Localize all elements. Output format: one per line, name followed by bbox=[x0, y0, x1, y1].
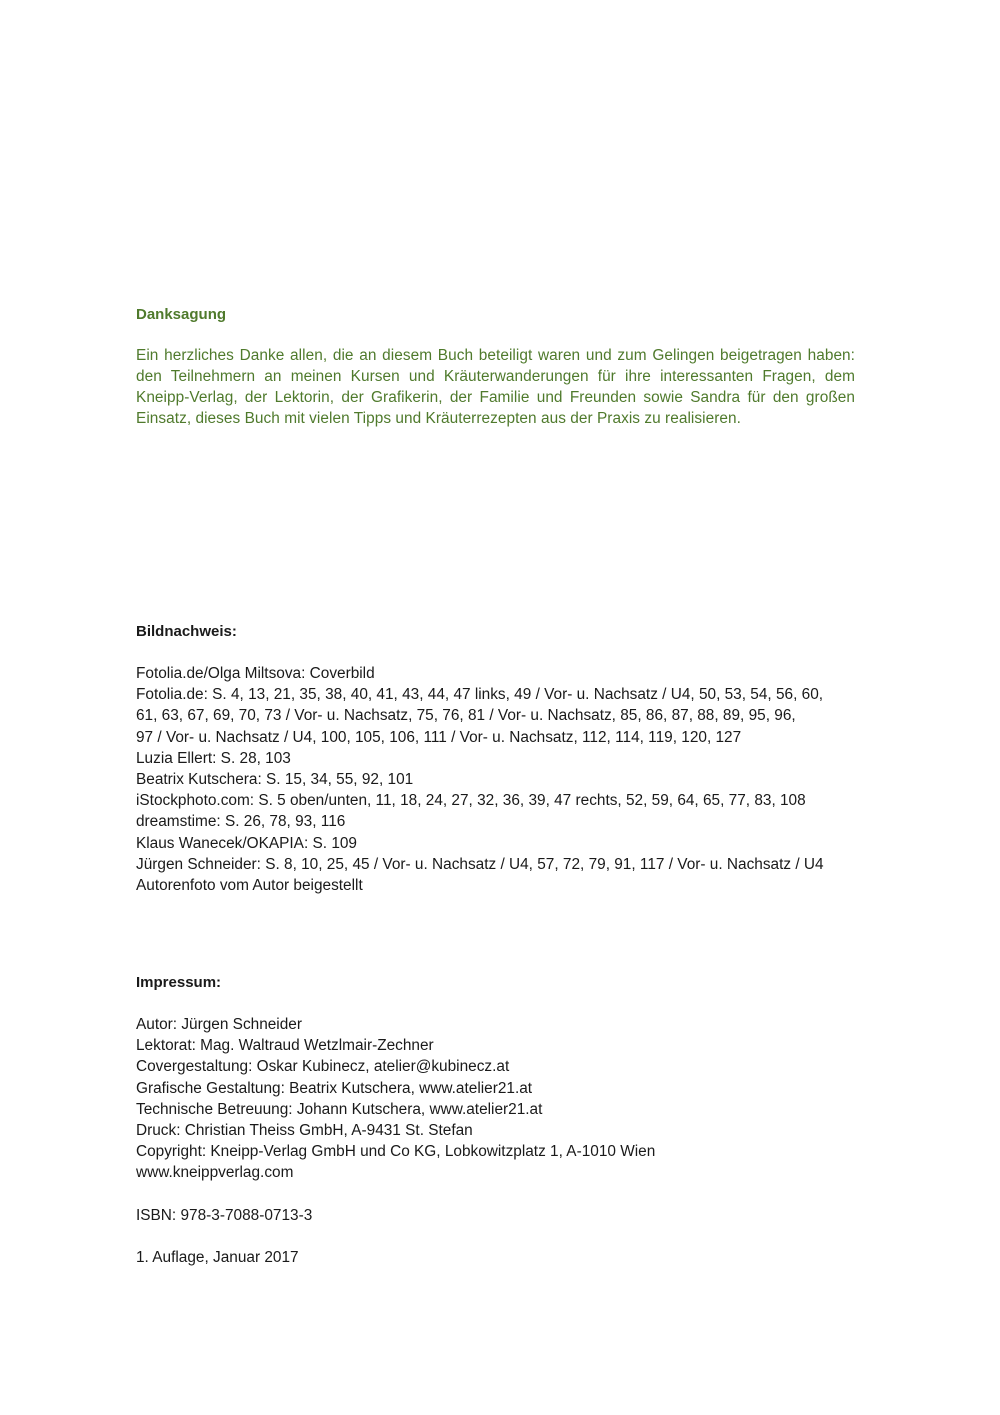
acknowledgements-section bbox=[136, 305, 855, 429]
imprint-isbn: ISBN: 978-3-7088-0713-3 bbox=[136, 1206, 313, 1224]
credit-line: 97 / Vor- u. Nachsatz / U4, 100, 105, 106, 111 / Vor- u. Nachsatz, 112, 114, 119, 120, 127 bbox=[136, 728, 742, 746]
credit-line: dreamstime: S. 26, 78, 93, 116 bbox=[136, 813, 346, 831]
credit-line: Beatrix Kutschera: S. 15, 34, 55, 92, 101 bbox=[136, 771, 414, 789]
credit-line: Autorenfoto vom Autor beigestellt bbox=[136, 877, 363, 895]
imprint-cover-design: Covergestaltung: Oskar Kubinecz, atelier@kubinecz.at bbox=[136, 1058, 510, 1076]
credit-line: Jürgen Schneider: S. 8, 10, 25, 45 / Vor- u. Nachsatz / U4, 57, 72, 79, 91, 117 / Vor- u. Nachsatz / U4 bbox=[136, 855, 824, 873]
credit-line: Luzia Ellert: S. 28, 103 bbox=[136, 749, 291, 767]
credit-line: iStockphoto.com: S. 5 oben/unten, 11, 18, 24, 27, 32, 36, 39, 47 rechts, 52, 59, 64, 65, 77, 83, 108 bbox=[136, 792, 806, 810]
image-credits-list bbox=[136, 663, 824, 896]
acknowledgements-heading: Danksagung bbox=[136, 306, 227, 323]
imprint-author: Autor: Jürgen Schneider bbox=[136, 1016, 302, 1033]
imprint-copyright: Copyright: Kneipp-Verlag GmbH und Co KG, Lobkowitzplatz 1, A-1010 Wien bbox=[136, 1143, 656, 1161]
imprint-website: www.kneippverlag.com bbox=[136, 1164, 294, 1182]
credit-line: Fotolia.de/Olga Miltsova: Coverbild bbox=[136, 665, 375, 682]
imprint-section bbox=[136, 973, 655, 1268]
imprint-technical-support: Technische Betreuung: Johann Kutschera, www.atelier21.at bbox=[136, 1100, 543, 1118]
imprint-printer: Druck: Christian Theiss GmbH, A-9431 St. Stefan bbox=[136, 1122, 473, 1140]
credit-line: Fotolia.de: S. 4, 13, 21, 35, 38, 40, 41, 43, 44, 47 links, 49 / Vor- u. Nachsatz / U4, 50, 53, 54, 56, 60, bbox=[136, 686, 824, 704]
imprint-heading: Impressum: bbox=[136, 974, 222, 991]
image-credits-heading: Bildnachweis: bbox=[136, 623, 237, 640]
image-credits-section bbox=[136, 622, 824, 896]
acknowledgements-text: Ein herzliches Danke allen, die an diesem Buch beteiligt waren und zum Gelingen beigetragen haben: den Teilnehmern an meinen Kursen und Kräuterwanderungen für ihre interessanten Fragen, dem Kneipp-Verlag, der Lektorin, der Grafikerin, der Familie und Freunden sowie Sandra für den großen Einsatz, dieses Buch mit vielen Tipps und Kräuterrezepten aus der Praxis zu realisieren. bbox=[136, 347, 855, 427]
imprint-edition: 1. Auflage, Januar 2017 bbox=[136, 1249, 299, 1267]
imprint-list bbox=[136, 1014, 655, 1268]
spacer bbox=[136, 1184, 655, 1205]
spacer bbox=[136, 1226, 655, 1247]
credit-line: 61, 63, 67, 69, 70, 73 / Vor- u. Nachsatz, 75, 76, 81 / Vor- u. Nachsatz, 85, 86, 87, 88, 89, 95, 96, bbox=[136, 707, 796, 725]
imprint-graphic-design: Grafische Gestaltung: Beatrix Kutschera, www.atelier21.at bbox=[136, 1079, 533, 1097]
imprint-editor: Lektorat: Mag. Waltraud Wetzlmair-Zechner bbox=[136, 1037, 434, 1055]
credit-line: Klaus Wanecek/OKAPIA: S. 109 bbox=[136, 834, 357, 852]
